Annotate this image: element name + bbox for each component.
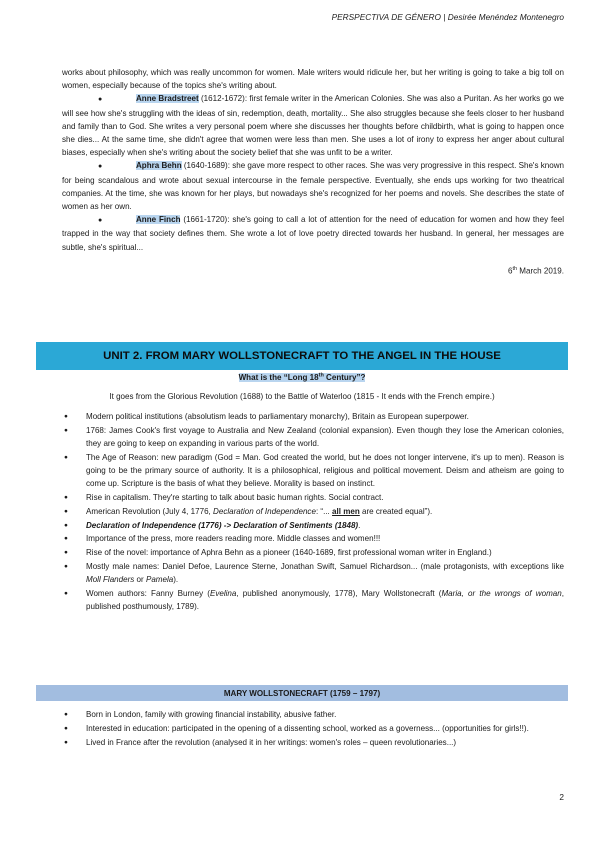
list-item: ● Lived in France after the revolution (analysed it in her writings: women's roles – queen revolutionaries...) <box>62 736 564 749</box>
writer-name: Aphra Behn <box>136 161 182 171</box>
period-intro: It goes from the Glorious Revolution (1688) to the Battle of Waterloo (1815 - It ends with the French empire.) <box>109 392 495 401</box>
list-item: ● American Revolution (July 4, 1776, Declaration of Independence: “... all men are created equal”). <box>62 505 564 518</box>
section-question: What is the “Long 18th Century”? <box>238 372 366 382</box>
lecture-date: 6th March 2019. <box>507 265 564 276</box>
intro-paragraph: works about philosophy, which was really uncommon for women. Male writers would ridicule her, but her writing is going to take a big toll on women, especially because of the topics she's writing about. <box>62 68 564 91</box>
list-item: ● The Age of Reason: new paradigm (God = Man. God created the world, but he does not longer intervene, it's up to men). Reason is going to be the primary source of authority. It is a philosophical, religious and political movement. Deism and atheism are going to come up. Scripture is the basis of what they believe. Morality is based on instinct. <box>62 451 564 491</box>
page-header: PERSPECTIVA DE GÉNERO | Desirée Menéndez Montenegro <box>331 12 564 22</box>
writer-description: (1640-1689): she gave more respect to other races. She was very progressive in this respect. She's known for being scandalous and wrote about sexual intercourse in the female perspective. Eventually, she ends ups working for two theatrical companies. At the time, she was known for her plays, but nowadays she's recognized for her poems and novels. She describes the state of women as her own. <box>62 161 564 212</box>
list-item: ● Importance of the press, more readers reading more. Middle classes and women!!! <box>62 532 564 545</box>
writer-entry-finch <box>62 213 564 254</box>
list-item: ● Rise in capitalism. They're starting to talk about basic human rights. Social contract. <box>62 491 564 504</box>
writer-entry-bradstreet <box>62 92 564 159</box>
writer-name: Anne Bradstreet <box>136 94 199 104</box>
list-item: ● Interested in education: participated in the opening of a dissenting school, worked as a governess... (opportunities for girls!!). <box>62 722 564 735</box>
writer-description: (1661-1720): she's going to call a lot of attention for the need of education for women and how they feel trapped in the way that society defines them. She wrote a lot of love poetry directed towards her husband. In general, her messages are subtle, she's spiritual... <box>62 215 564 252</box>
notes-top-section <box>62 66 564 276</box>
bullet-icon: ● <box>98 163 103 171</box>
bullet-icon: ● <box>98 96 103 104</box>
list-item: ● Women authors: Fanny Burney (Evelina, published anonymously, 1778), Mary Wollstonecraft (Maria, or the wrongs of woman, published posthumously, 1789). <box>62 587 564 613</box>
list-item: ● 1768: James Cook's first voyage to Australia and New Zealand (colonial expansion). Even though they lose the American colonies, they are going to keep on expanding in various parts of the world. <box>62 424 564 450</box>
unit-title: UNIT 2. FROM MARY WOLLSTONECRAFT TO THE ANGEL IN THE HOUSE <box>103 350 501 362</box>
wollstonecraft-list <box>62 708 564 749</box>
list-item: ● Rise of the novel: importance of Aphra Behn as a pioneer (1640-1689, first professional woman writer in England.) <box>62 546 564 559</box>
list-item: ● Modern political institutions (absolutism leads to parliamentary monarchy), Britain as European superpower. <box>62 410 564 423</box>
list-item: ● Declaration of Independence (1776) -> Declaration of Sentiments (1848). <box>62 519 564 532</box>
writer-description: (1612-1672): first female writer in the American Colonies. She was also a Puritan. As her works go we will see how she's struggling with the ideas of sin, redemption, death, mortality... She also struggles because she feels closer to her husband and family than to God. She writes a very personal poem where she discusses her thoughts before childbirth, what is going to happen once she dies... At the same time, she didn't agree that women were less than men. She uses a lot of irony to express her anger about cultural biases, especially when she's writing about the society belief that she was unfit to be a writer. <box>62 94 564 158</box>
bullet-icon: ● <box>98 217 103 225</box>
section-banner-wollstonecraft <box>36 685 568 701</box>
section-title: MARY WOLLSTONECRAFT (1759 – 1797) <box>223 688 381 698</box>
writer-name: Anne Finch <box>136 215 181 225</box>
list-item: ● Born in London, family with growing financial instability, abusive father. <box>62 708 564 721</box>
page-number: 2 <box>559 792 564 802</box>
writer-entry-behn <box>62 159 564 213</box>
facts-list <box>62 410 564 614</box>
list-item: ● Mostly male names: Daniel Defoe, Laurence Sterne, Jonathan Swift, Samuel Richardson... (male protagonists, with exceptions like Moll Flanders or Pamela). <box>62 560 564 586</box>
unit-title-banner <box>36 342 568 370</box>
